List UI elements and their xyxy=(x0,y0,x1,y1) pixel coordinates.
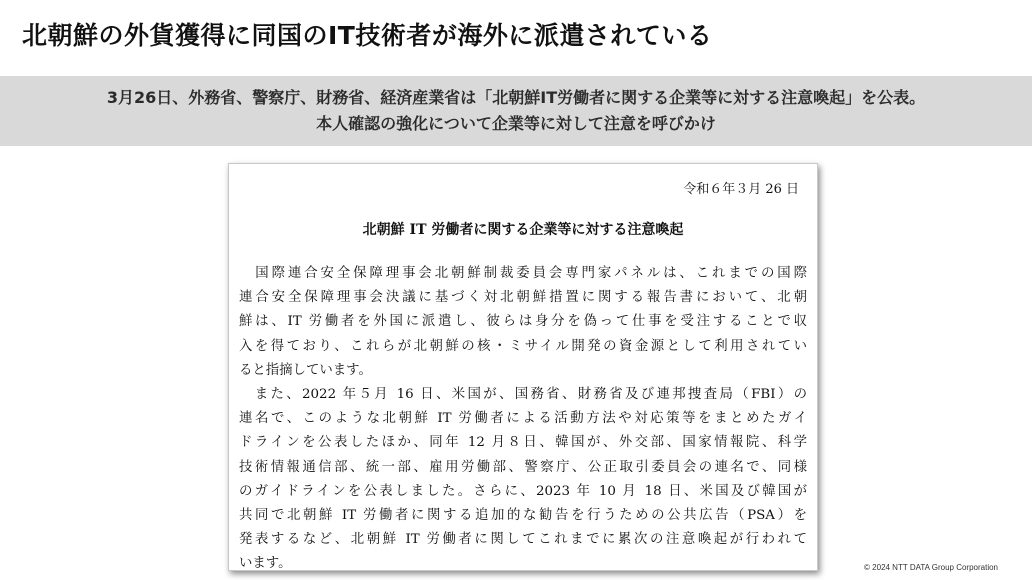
document-line: 技術情報通信部、統一部、雇用労働部、警察庁、公正取引委員会の連名で、同様 xyxy=(239,459,807,475)
document-line: ドラインを公表したほか、同年 12 月８日、韓国が、外交部、国家情報院、科学 xyxy=(239,435,807,451)
document-line: ると指摘しています。 xyxy=(239,362,372,378)
document-line: 連合安全保障理事会決議に基づく対北朝鮮措置に関する報告書において、北朝 xyxy=(239,290,807,306)
document-line: 国際連合安全保障理事会北朝鮮制裁委員会専門家パネルは、これまでの国際 xyxy=(239,266,807,281)
document-line: 共同で北朝鮮 IT 労働者に関する追加的な勧告を行うための公共広告（PSA）を xyxy=(239,508,807,524)
document-line: 発表するなど、北朝鮮 IT 労働者に関してこれまでに累次の注意喚起が行われて xyxy=(239,532,807,548)
document-excerpt xyxy=(228,163,818,571)
document-line: います。 xyxy=(239,556,292,572)
document-line: また、2022 年５月 16 日、米国が、国務省、財務省及び連邦捜査局（FBI）の xyxy=(239,387,807,403)
copyright-notice: © 2024 NTT DATA Group Corporation xyxy=(864,563,998,572)
document-line: のガイドラインを公表しました。さらに、2023 年 10 月 18 日、米国及び韓国が xyxy=(239,483,807,499)
banner-line-1: 3月26日、外務省、警察庁、財務省、経済産業省は「北朝鮮IT労働者に関する企業等に対する注意喚起」を公表。 xyxy=(106,88,926,107)
slide-title: 北朝鮮の外貨獲得に同国のIT技術者が海外に派遣されている xyxy=(22,21,713,50)
document-title: 北朝鮮 IT 労働者に関する企業等に対する注意喚起 xyxy=(362,222,684,238)
summary-banner xyxy=(0,76,1032,146)
document-line: 鮮は、IT 労働者を外国に派遣し、彼らは身分を偽って仕事を受注することで収 xyxy=(239,314,807,330)
banner-line-2: 本人確認の強化について企業等に対して注意を呼びかけ xyxy=(316,114,716,133)
document-date: 令和６年３月 26 日 xyxy=(683,182,799,197)
document-line: 入を得ており、これらが北朝鮮の核・ミサイル開発の資金源として利用されてい xyxy=(239,338,807,354)
document-line: 連名で、このような北朝鮮 IT 労働者による活動方法や対応策等をまとめたガイ xyxy=(239,411,807,427)
document-body xyxy=(239,262,807,577)
